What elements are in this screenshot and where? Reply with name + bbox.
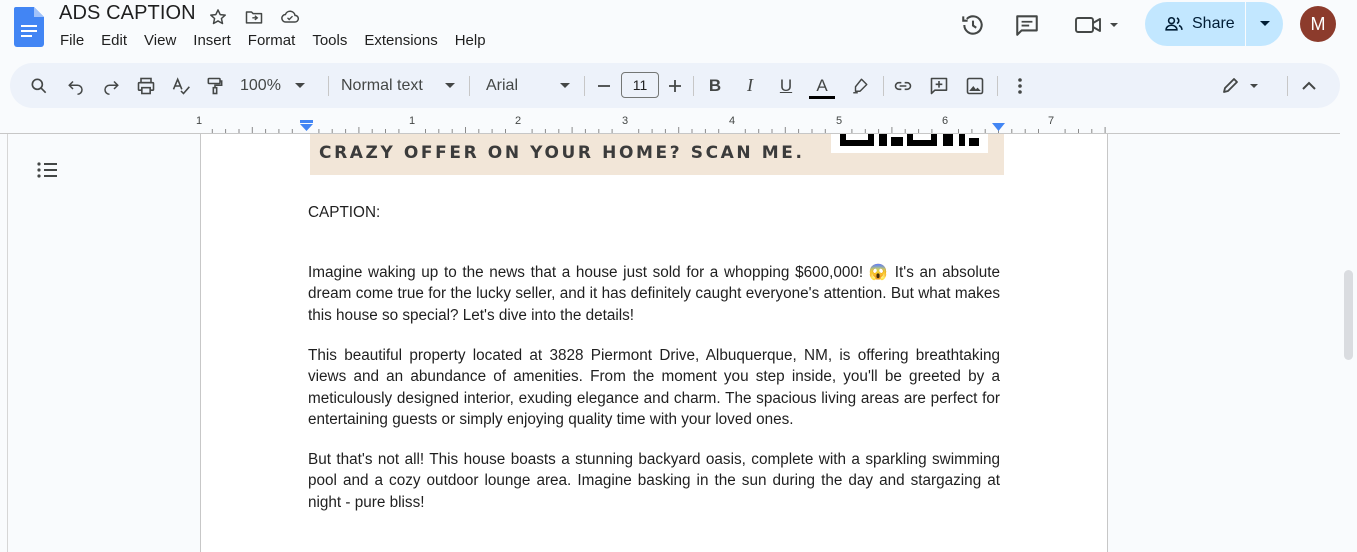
chevron-down-icon bbox=[560, 83, 570, 89]
right-indent-marker-icon[interactable] bbox=[991, 123, 1007, 133]
ruler-number: 4 bbox=[729, 115, 736, 127]
search-menus-icon[interactable] bbox=[26, 63, 52, 108]
move-folder-icon[interactable] bbox=[242, 5, 266, 29]
docs-logo-icon[interactable] bbox=[14, 7, 44, 47]
ruler-number: 1 bbox=[409, 115, 416, 127]
highlight-color-icon[interactable] bbox=[849, 63, 871, 108]
meet-icon[interactable] bbox=[1073, 10, 1123, 40]
banner-text: CRAZY OFFER ON YOUR HOME? SCAN ME. bbox=[319, 143, 805, 163]
cloud-status-icon[interactable] bbox=[278, 5, 302, 29]
ruler-number: 5 bbox=[836, 115, 843, 127]
menu-help[interactable]: Help bbox=[454, 32, 486, 49]
menu-bar bbox=[60, 32, 503, 49]
insert-link-icon[interactable] bbox=[891, 63, 915, 108]
italic-icon[interactable]: I bbox=[747, 75, 753, 95]
document-outline-icon[interactable] bbox=[34, 157, 60, 183]
spellcheck-icon[interactable] bbox=[169, 63, 193, 108]
chevron-down-icon bbox=[295, 83, 305, 89]
add-comment-icon[interactable] bbox=[927, 63, 951, 108]
paragraph: But that's not all! This house boasts a stunning backyard oasis, complete with a sparkling swimming pool and a cozy outdoor lounge area. Imagine basking in the sun during the day and stargazing at night - pure bliss! bbox=[308, 451, 1000, 511]
menu-format[interactable]: Format bbox=[247, 32, 296, 49]
formatting-toolbar bbox=[10, 63, 1340, 108]
ruler-number: 1 bbox=[196, 115, 203, 127]
menu-edit[interactable]: Edit bbox=[101, 32, 128, 49]
ruler-number: 2 bbox=[515, 115, 522, 127]
decrease-font-size-icon[interactable] bbox=[594, 63, 614, 108]
paragraph-style-select[interactable] bbox=[341, 63, 455, 108]
ruler-number: 7 bbox=[1048, 115, 1055, 127]
editing-mode-icon[interactable] bbox=[1218, 63, 1266, 108]
undo-icon[interactable] bbox=[64, 63, 88, 108]
comments-icon[interactable] bbox=[1012, 10, 1042, 40]
app-header bbox=[0, 0, 1357, 62]
print-icon[interactable] bbox=[134, 63, 158, 108]
text-color-letter: A bbox=[816, 75, 828, 95]
menu-insert[interactable]: Insert bbox=[193, 32, 231, 49]
document-title[interactable]: ADS CAPTION bbox=[59, 2, 196, 24]
account-avatar[interactable]: M bbox=[1300, 6, 1336, 42]
left-indent-marker-icon[interactable] bbox=[299, 120, 315, 132]
bold-icon[interactable]: B bbox=[708, 75, 722, 95]
increase-font-size-icon[interactable] bbox=[665, 63, 685, 108]
version-history-icon[interactable] bbox=[958, 10, 988, 40]
zoom-value: 100% bbox=[240, 76, 281, 94]
more-options-icon[interactable] bbox=[1008, 63, 1032, 108]
zoom-select[interactable] bbox=[240, 63, 316, 108]
menu-view[interactable]: View bbox=[144, 32, 177, 49]
star-icon[interactable] bbox=[206, 5, 230, 29]
hide-menus-icon[interactable] bbox=[1297, 63, 1321, 108]
font-size-input[interactable]: 11 bbox=[621, 72, 659, 98]
caption-heading: CAPTION: bbox=[308, 204, 381, 221]
chevron-down-icon bbox=[445, 83, 455, 89]
vertical-ruler[interactable] bbox=[0, 134, 8, 552]
ruler-number: 3 bbox=[622, 115, 629, 127]
ruler-number: 6 bbox=[942, 115, 949, 127]
paragraph: Imagine waking up to the news that a house just sold for a whopping $600,000! 😱 It's an absolute dream come true for the lucky seller, and it has definitely caught everyone's attention. But what makes this house so special? Let's dive into the details! bbox=[308, 264, 1000, 324]
horizontal-ruler[interactable] bbox=[0, 108, 1357, 134]
document-page[interactable] bbox=[200, 134, 1108, 552]
paragraph: This beautiful property located at 3828 Piermont Drive, Albuquerque, NM, is offering breathtaking views and an abundance of amenities. From the moment you step inside, you'll be greeted by a meticulously designed interior, exuding elegance and charm. The spacious living areas are perfect for entertaining guests or simply enjoying quality time with your loved ones. bbox=[308, 347, 1000, 428]
ad-banner-image[interactable] bbox=[310, 134, 1004, 175]
redo-icon[interactable] bbox=[99, 63, 123, 108]
qr-code-icon bbox=[831, 134, 988, 153]
share-label: Share bbox=[1192, 15, 1235, 32]
style-value: Normal text bbox=[341, 76, 423, 94]
text-color-icon[interactable] bbox=[809, 63, 835, 108]
ruler-ticks bbox=[0, 108, 1357, 134]
menu-file[interactable]: File bbox=[60, 32, 85, 49]
share-main[interactable] bbox=[1145, 2, 1245, 46]
font-family-select[interactable] bbox=[486, 63, 570, 108]
vertical-scrollbar[interactable] bbox=[1344, 270, 1353, 360]
menu-tools[interactable]: Tools bbox=[312, 32, 348, 49]
share-dropdown-icon[interactable] bbox=[1246, 2, 1283, 46]
document-canvas bbox=[0, 134, 1357, 552]
menu-extensions[interactable]: Extensions bbox=[364, 32, 438, 49]
paint-format-icon[interactable] bbox=[203, 63, 227, 108]
underline-icon[interactable]: U bbox=[779, 75, 793, 95]
share-button[interactable] bbox=[1145, 2, 1283, 46]
insert-image-icon[interactable] bbox=[963, 63, 987, 108]
people-icon bbox=[1164, 14, 1184, 34]
font-value: Arial bbox=[486, 76, 519, 94]
